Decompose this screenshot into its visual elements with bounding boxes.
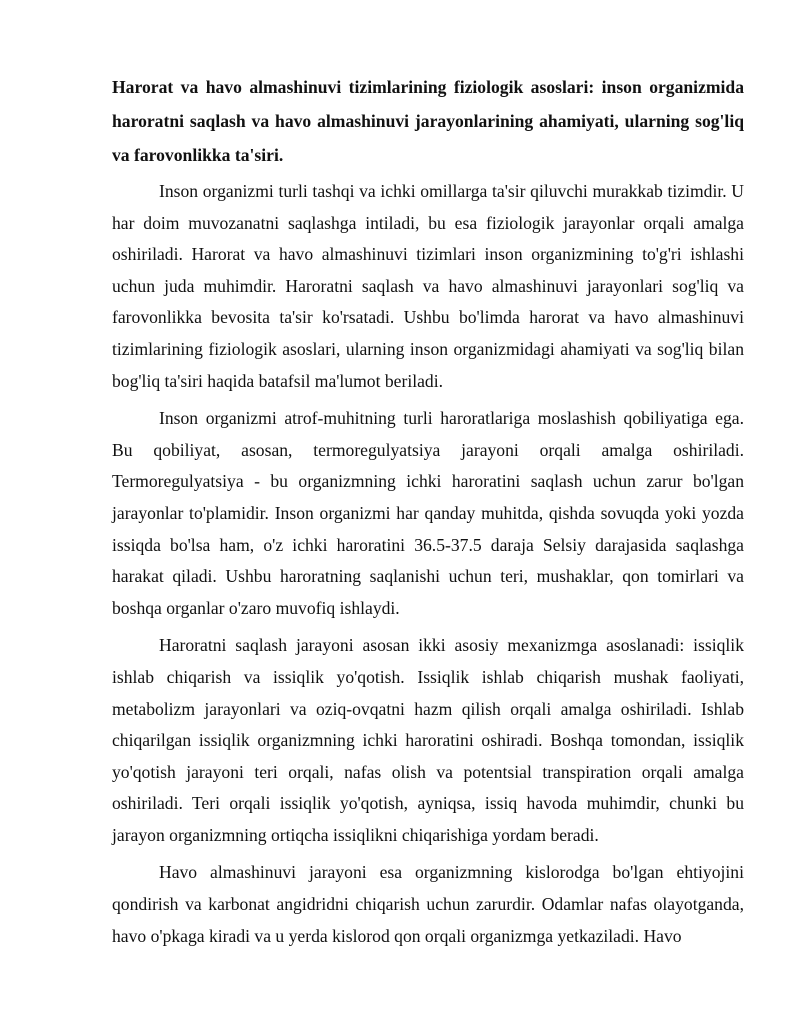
- paragraph-thermoregulation: Inson organizmi atrof-muhitning turli haroratlariga moslashish qobiliyatiga ega. Bu qobiliyat, asosan, termoregulyatsiya jarayoni orqali amalga oshiriladi. Termoregulyatsiya - bu organizmning ichki haroratini saqlash uchun zarur bo'lgan jarayonlar to'plamidir. Inson organizmi har qanday muhitda, qishda sovuqda yoki yozda issiqda bo'lsa ham, o'z ichki haroratini 36.5-37.5 daraja Selsiy darajasida saqlashga harakat qiladi. Ushbu haroratning saqlanishi uchun teri, mushaklar, qon tomirlari va boshqa organlar o'zaro muvofiq ishlaydi.: [112, 408, 744, 618]
- paragraph-gas-exchange: Havo almashinuvi jarayoni esa organizmning kislorodga bo'lgan ehtiyojini qondirish va karbonat angidridni chiqarish uchun zarurdir. Odamlar nafas olayotganda, havo o'pkaga kiradi va u yerda kislorod qon orqali organizmga yetkaziladi. Havo: [112, 862, 744, 946]
- document-title: Harorat va havo almashinuvi tizimlarining fiziologik asoslari: inson organizmida haroratni saqlash va havo almashinuvi jarayonlarining ahamiyati, ularning sog'liq va farovonlikka ta'siri.: [112, 77, 744, 165]
- paragraph-intro: Inson organizmi turli tashqi va ichki omillarga ta'sir qiluvchi murakkab tizimdir. U har doim muvozanatni saqlashga intiladi, bu esa fiziologik jarayonlar orqali amalga oshiriladi. Harorat va havo almashinuvi tizimlari inson organizmining to'g'ri ishlashi uchun juda muhimdir. Haroratni saqlash va havo almashinuvi jarayonlari sog'liq va farovonlikka bevosita ta'sir ko'rsatadi. Ushbu bo'limda harorat va havo almashinuvi tizimlarining fiziologik asoslari, ularning inson organizmidagi ahamiyati va sog'liq bilan bog'liq ta'siri haqida batafsil ma'lumot beriladi.: [112, 181, 744, 391]
- paragraph-heat-mechanisms: Haroratni saqlash jarayoni asosan ikki asosiy mexanizmga asoslanadi: issiqlik ishlab chiqarish va issiqlik yo'qotish. Issiqlik ishlab chiqarish mushak faoliyati, metabolizm jarayonlari va oziq-ovqatni hazm qilish orqali amalga oshiriladi. Ishlab chiqarilgan issiqlik organizmning ichki haroratini oshiradi. Boshqa tomondan, issiqlik yo'qotish jarayoni teri orqali, nafas olish va potentsial transpiration orqali amalga oshiriladi. Teri orqali issiqlik yo'qotish, ayniqsa, issiq havoda muhimdir, chunki bu jarayon organizmning ortiqcha issiqlikni chiqarishiga yordam beradi.: [112, 635, 744, 845]
- document-page: [112, 70, 744, 958]
